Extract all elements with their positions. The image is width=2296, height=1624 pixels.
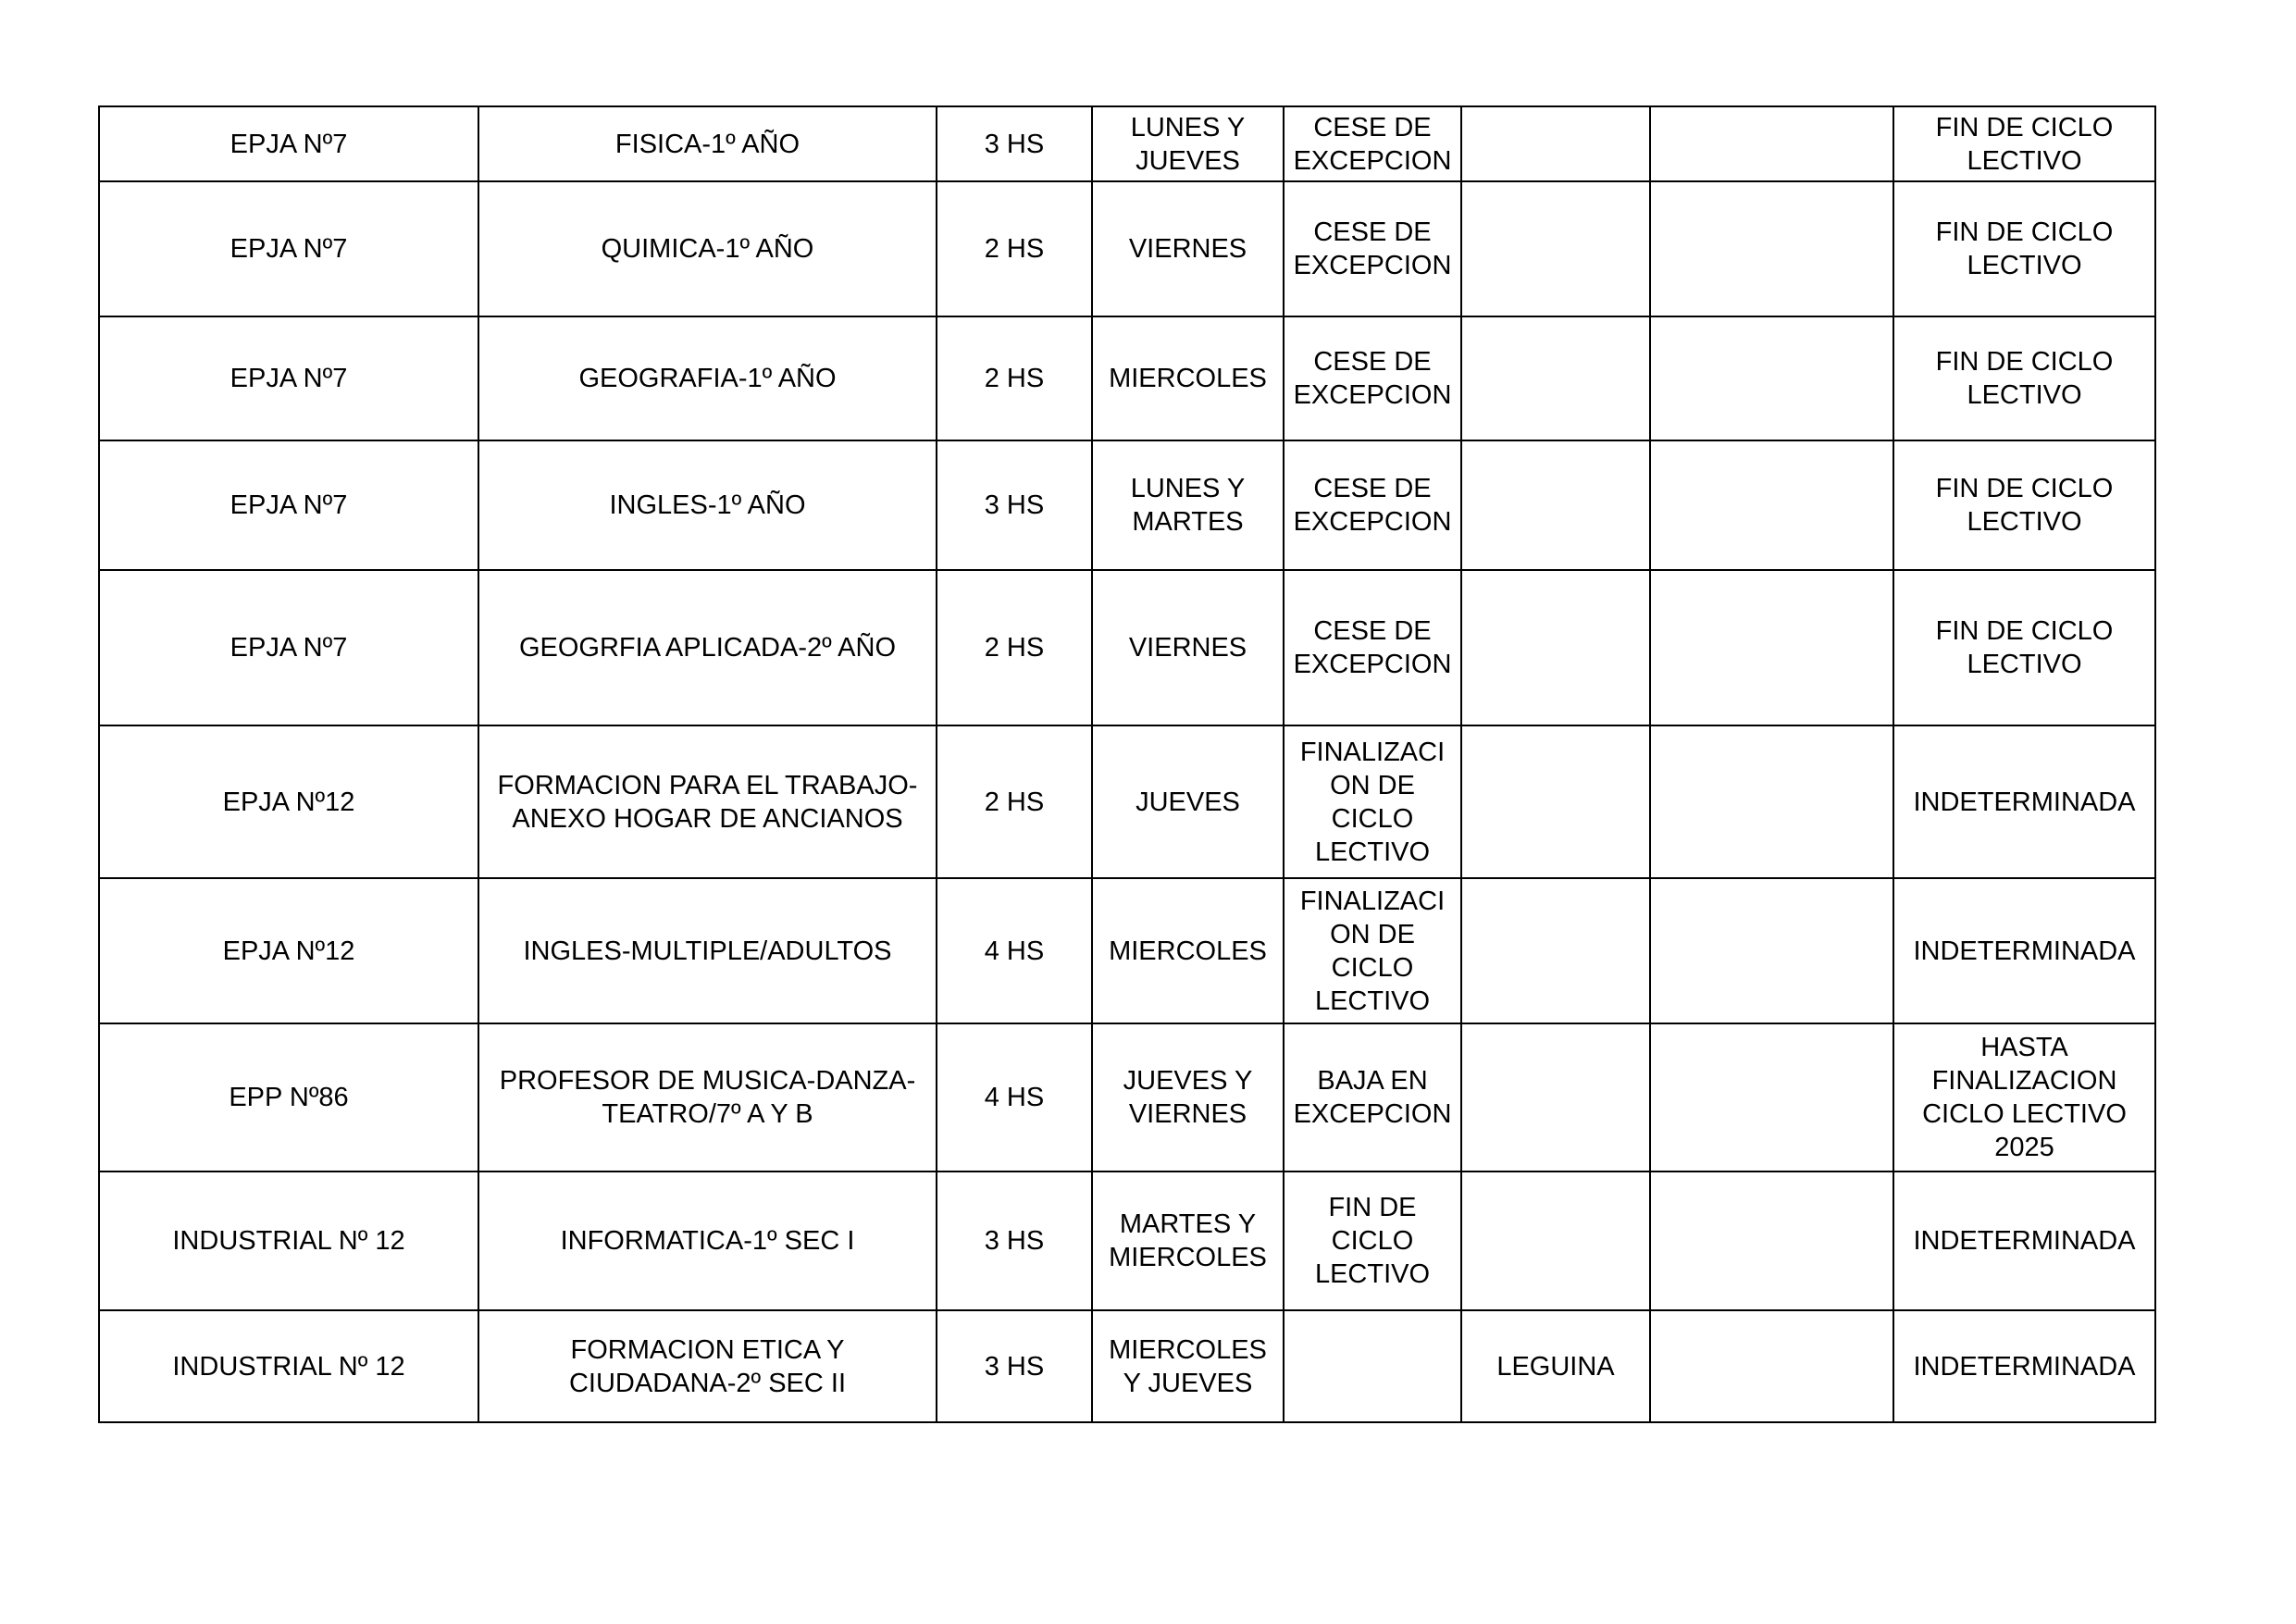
table-row (99, 316, 2155, 440)
status-cell: FIN DE CICLO LECTIVO (1284, 1172, 1461, 1310)
hours-cell: 4 HS (937, 878, 1092, 1023)
institution-cell: EPP Nº86 (99, 1023, 478, 1172)
days-cell: JUEVES (1092, 725, 1284, 878)
person-cell (1461, 1172, 1650, 1310)
assignments-table (98, 105, 2156, 1423)
institution-cell: EPJA Nº7 (99, 181, 478, 316)
days-cell: VIERNES (1092, 570, 1284, 725)
status-cell: CESE DE EXCEPCION (1284, 316, 1461, 440)
term-cell: FIN DE CICLO LECTIVO (1893, 570, 2155, 725)
status-cell: CESE DE EXCEPCION (1284, 106, 1461, 181)
days-cell: LUNES Y JUEVES (1092, 106, 1284, 181)
term-cell: INDETERMINADA (1893, 878, 2155, 1023)
person-cell (1461, 570, 1650, 725)
extra-cell (1650, 1023, 1893, 1172)
person-cell (1461, 1023, 1650, 1172)
extra-cell (1650, 1172, 1893, 1310)
institution-cell: EPJA Nº7 (99, 316, 478, 440)
hours-cell: 2 HS (937, 316, 1092, 440)
person-cell (1461, 725, 1650, 878)
institution-cell: EPJA Nº7 (99, 570, 478, 725)
table-body (99, 106, 2155, 1422)
table-row (99, 570, 2155, 725)
institution-cell: EPJA Nº7 (99, 106, 478, 181)
institution-cell: INDUSTRIAL Nº 12 (99, 1310, 478, 1422)
institution-cell: EPJA Nº7 (99, 440, 478, 570)
subject-cell: INGLES-MULTIPLE/ADULTOS (478, 878, 937, 1023)
status-cell: CESE DE EXCEPCION (1284, 570, 1461, 725)
person-cell: LEGUINA (1461, 1310, 1650, 1422)
subject-cell: FORMACION ETICA Y CIUDADANA-2º SEC II (478, 1310, 937, 1422)
hours-cell: 3 HS (937, 106, 1092, 181)
status-cell: CESE DE EXCEPCION (1284, 181, 1461, 316)
extra-cell (1650, 878, 1893, 1023)
extra-cell (1650, 570, 1893, 725)
extra-cell (1650, 181, 1893, 316)
subject-cell: FORMACION PARA EL TRABAJO- ANEXO HOGAR DE ANCIANOS (478, 725, 937, 878)
table-row (99, 106, 2155, 181)
subject-cell: INFORMATICA-1º SEC I (478, 1172, 937, 1310)
hours-cell: 2 HS (937, 181, 1092, 316)
term-cell: INDETERMINADA (1893, 1172, 2155, 1310)
hours-cell: 3 HS (937, 1172, 1092, 1310)
status-cell: FINALIZACI ON DE CICLO LECTIVO (1284, 878, 1461, 1023)
subject-cell: INGLES-1º AÑO (478, 440, 937, 570)
table-row (99, 1172, 2155, 1310)
subject-cell: GEOGRFIA APLICADA-2º AÑO (478, 570, 937, 725)
status-cell: CESE DE EXCEPCION (1284, 440, 1461, 570)
days-cell: JUEVES Y VIERNES (1092, 1023, 1284, 1172)
term-cell: INDETERMINADA (1893, 725, 2155, 878)
hours-cell: 3 HS (937, 440, 1092, 570)
person-cell (1461, 106, 1650, 181)
hours-cell: 2 HS (937, 570, 1092, 725)
term-cell: FIN DE CICLO LECTIVO (1893, 440, 2155, 570)
extra-cell (1650, 725, 1893, 878)
days-cell: VIERNES (1092, 181, 1284, 316)
table-row (99, 1023, 2155, 1172)
term-cell: INDETERMINADA (1893, 1310, 2155, 1422)
extra-cell (1650, 106, 1893, 181)
term-cell: FIN DE CICLO LECTIVO (1893, 316, 2155, 440)
person-cell (1461, 181, 1650, 316)
person-cell (1461, 878, 1650, 1023)
days-cell: MIERCOLES Y JUEVES (1092, 1310, 1284, 1422)
subject-cell: PROFESOR DE MUSICA-DANZA- TEATRO/7º A Y B (478, 1023, 937, 1172)
table-row (99, 440, 2155, 570)
extra-cell (1650, 316, 1893, 440)
term-cell: FIN DE CICLO LECTIVO (1893, 181, 2155, 316)
days-cell: MARTES Y MIERCOLES (1092, 1172, 1284, 1310)
extra-cell (1650, 440, 1893, 570)
institution-cell: EPJA Nº12 (99, 878, 478, 1023)
table-row (99, 725, 2155, 878)
term-cell: HASTA FINALIZACION CICLO LECTIVO 2025 (1893, 1023, 2155, 1172)
status-cell (1284, 1310, 1461, 1422)
days-cell: MIERCOLES (1092, 316, 1284, 440)
hours-cell: 4 HS (937, 1023, 1092, 1172)
subject-cell: FISICA-1º AÑO (478, 106, 937, 181)
table-row (99, 878, 2155, 1023)
term-cell: FIN DE CICLO LECTIVO (1893, 106, 2155, 181)
table-row (99, 1310, 2155, 1422)
hours-cell: 3 HS (937, 1310, 1092, 1422)
status-cell: FINALIZACI ON DE CICLO LECTIVO (1284, 725, 1461, 878)
person-cell (1461, 440, 1650, 570)
institution-cell: INDUSTRIAL Nº 12 (99, 1172, 478, 1310)
days-cell: LUNES Y MARTES (1092, 440, 1284, 570)
extra-cell (1650, 1310, 1893, 1422)
days-cell: MIERCOLES (1092, 878, 1284, 1023)
subject-cell: GEOGRAFIA-1º AÑO (478, 316, 937, 440)
subject-cell: QUIMICA-1º AÑO (478, 181, 937, 316)
person-cell (1461, 316, 1650, 440)
institution-cell: EPJA Nº12 (99, 725, 478, 878)
hours-cell: 2 HS (937, 725, 1092, 878)
status-cell: BAJA EN EXCEPCION (1284, 1023, 1461, 1172)
table-row (99, 181, 2155, 316)
